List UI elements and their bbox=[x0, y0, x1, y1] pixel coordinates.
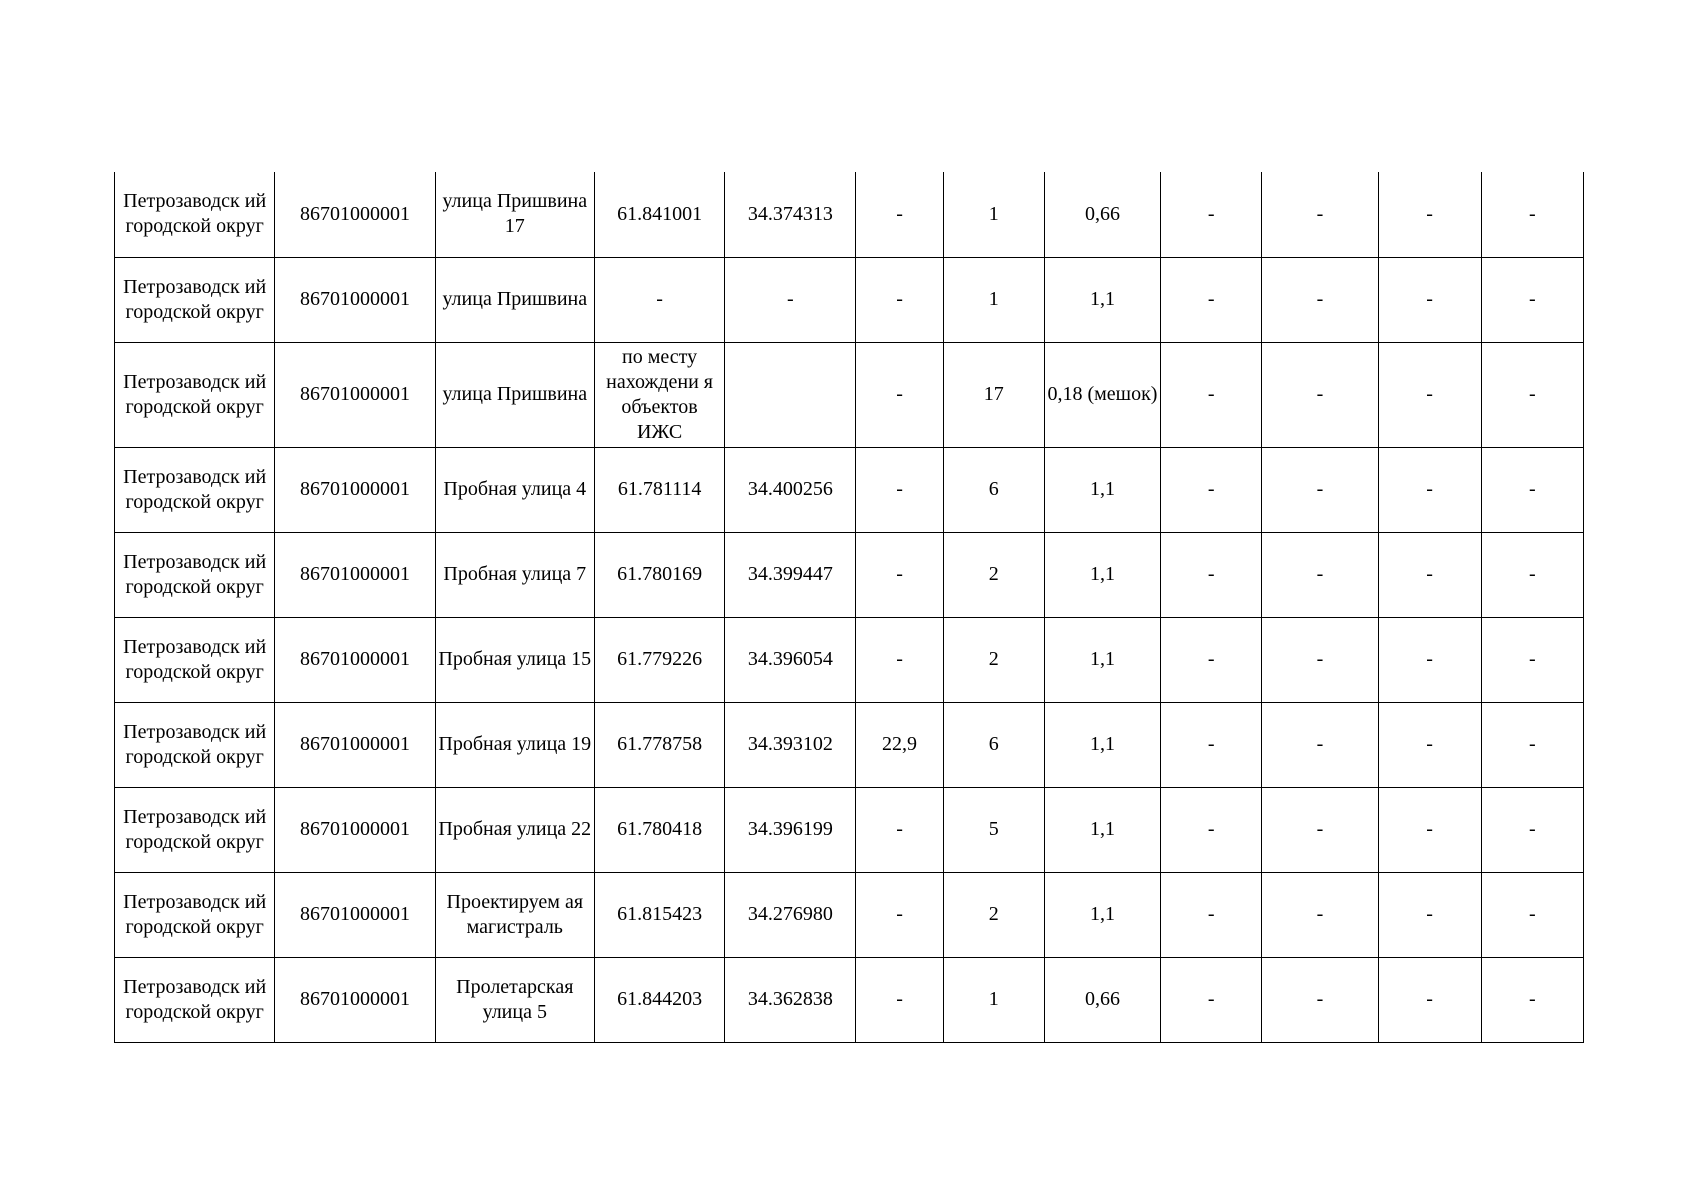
extra-cell-c: - bbox=[1378, 957, 1481, 1042]
oktmo-cell: 86701000001 bbox=[275, 957, 435, 1042]
table-row bbox=[115, 342, 1584, 447]
oktmo-cell: 86701000001 bbox=[275, 872, 435, 957]
container-volume-cell: 1,1 bbox=[1044, 872, 1160, 957]
municipality-cell: Петрозаводск ий городской округ bbox=[115, 787, 275, 872]
extra-cell-a: - bbox=[1161, 532, 1262, 617]
longitude-cell: 34.393102 bbox=[725, 702, 856, 787]
extra-cell-c: - bbox=[1378, 172, 1481, 257]
extra-cell-a: - bbox=[1161, 872, 1262, 957]
extra-cell-a: - bbox=[1161, 342, 1262, 447]
container-volume-cell: 1,1 bbox=[1044, 787, 1160, 872]
table-row bbox=[115, 617, 1584, 702]
extra-cell-a: - bbox=[1161, 617, 1262, 702]
container-volume-cell: 0,66 bbox=[1044, 957, 1160, 1042]
latitude-cell: 61.815423 bbox=[594, 872, 724, 957]
area-cell: - bbox=[856, 342, 943, 447]
container-count-cell: 1 bbox=[943, 957, 1044, 1042]
area-cell: 22,9 bbox=[856, 702, 943, 787]
area-cell: - bbox=[856, 957, 943, 1042]
container-count-cell: 5 bbox=[943, 787, 1044, 872]
oktmo-cell: 86701000001 bbox=[275, 172, 435, 257]
table-row bbox=[115, 957, 1584, 1042]
address-cell: Проектируем ая магистраль bbox=[435, 872, 594, 957]
address-cell: улица Пришвина 17 bbox=[435, 172, 594, 257]
extra-cell-d: - bbox=[1481, 957, 1583, 1042]
area-cell: - bbox=[856, 532, 943, 617]
extra-cell-b: - bbox=[1262, 257, 1378, 342]
address-cell: Пробная улица 22 bbox=[435, 787, 594, 872]
extra-cell-a: - bbox=[1161, 957, 1262, 1042]
extra-cell-a: - bbox=[1161, 702, 1262, 787]
municipality-cell: Петрозаводск ий городской округ bbox=[115, 872, 275, 957]
table-row bbox=[115, 257, 1584, 342]
municipality-cell: Петрозаводск ий городской округ bbox=[115, 532, 275, 617]
municipality-cell: Петрозаводск ий городской округ bbox=[115, 172, 275, 257]
extra-cell-d: - bbox=[1481, 447, 1583, 532]
table-row bbox=[115, 702, 1584, 787]
extra-cell-d: - bbox=[1481, 872, 1583, 957]
area-cell: - bbox=[856, 617, 943, 702]
area-cell: - bbox=[856, 872, 943, 957]
container-count-cell: 1 bbox=[943, 257, 1044, 342]
extra-cell-b: - bbox=[1262, 617, 1378, 702]
address-cell: Пробная улица 15 bbox=[435, 617, 594, 702]
waste-sites-table bbox=[114, 172, 1584, 1043]
extra-cell-d: - bbox=[1481, 702, 1583, 787]
container-volume-cell: 1,1 bbox=[1044, 447, 1160, 532]
table-row bbox=[115, 532, 1584, 617]
container-volume-cell: 0,66 bbox=[1044, 172, 1160, 257]
container-count-cell: 2 bbox=[943, 617, 1044, 702]
latitude-cell: 61.778758 bbox=[594, 702, 724, 787]
longitude-cell bbox=[725, 342, 856, 447]
oktmo-cell: 86701000001 bbox=[275, 532, 435, 617]
address-cell: улица Пришвина bbox=[435, 342, 594, 447]
extra-cell-b: - bbox=[1262, 787, 1378, 872]
container-count-cell: 6 bbox=[943, 702, 1044, 787]
container-volume-cell: 1,1 bbox=[1044, 702, 1160, 787]
oktmo-cell: 86701000001 bbox=[275, 342, 435, 447]
longitude-cell: 34.374313 bbox=[725, 172, 856, 257]
extra-cell-a: - bbox=[1161, 172, 1262, 257]
extra-cell-d: - bbox=[1481, 532, 1583, 617]
location-note-cell: по месту нахождени я объектов ИЖС bbox=[594, 342, 724, 447]
longitude-cell: 34.400256 bbox=[725, 447, 856, 532]
extra-cell-c: - bbox=[1378, 872, 1481, 957]
municipality-cell: Петрозаводск ий городской округ bbox=[115, 617, 275, 702]
extra-cell-c: - bbox=[1378, 702, 1481, 787]
latitude-cell: 61.779226 bbox=[594, 617, 724, 702]
container-count-cell: 1 bbox=[943, 172, 1044, 257]
longitude-cell: 34.399447 bbox=[725, 532, 856, 617]
extra-cell-a: - bbox=[1161, 447, 1262, 532]
address-cell: Пробная улица 19 bbox=[435, 702, 594, 787]
municipality-cell: Петрозаводск ий городской округ bbox=[115, 342, 275, 447]
extra-cell-c: - bbox=[1378, 532, 1481, 617]
extra-cell-d: - bbox=[1481, 787, 1583, 872]
address-cell: Пробная улица 7 bbox=[435, 532, 594, 617]
latitude-cell: 61.844203 bbox=[594, 957, 724, 1042]
extra-cell-c: - bbox=[1378, 617, 1481, 702]
extra-cell-d: - bbox=[1481, 617, 1583, 702]
longitude-cell: 34.396199 bbox=[725, 787, 856, 872]
extra-cell-b: - bbox=[1262, 702, 1378, 787]
address-cell: улица Пришвина bbox=[435, 257, 594, 342]
oktmo-cell: 86701000001 bbox=[275, 447, 435, 532]
extra-cell-b: - bbox=[1262, 957, 1378, 1042]
municipality-cell: Петрозаводск ий городской округ bbox=[115, 957, 275, 1042]
container-volume-cell: 1,1 bbox=[1044, 532, 1160, 617]
container-volume-cell: 1,1 bbox=[1044, 617, 1160, 702]
area-cell: - bbox=[856, 257, 943, 342]
latitude-cell: 61.780418 bbox=[594, 787, 724, 872]
container-count-cell: 17 bbox=[943, 342, 1044, 447]
extra-cell-c: - bbox=[1378, 257, 1481, 342]
address-cell: Пролетарская улица 5 bbox=[435, 957, 594, 1042]
latitude-cell: 61.841001 bbox=[594, 172, 724, 257]
extra-cell-b: - bbox=[1262, 172, 1378, 257]
area-cell: - bbox=[856, 787, 943, 872]
table-row bbox=[115, 787, 1584, 872]
municipality-cell: Петрозаводск ий городской округ bbox=[115, 447, 275, 532]
table-row bbox=[115, 447, 1584, 532]
latitude-cell: - bbox=[594, 257, 724, 342]
extra-cell-c: - bbox=[1378, 447, 1481, 532]
longitude-cell: 34.362838 bbox=[725, 957, 856, 1042]
extra-cell-b: - bbox=[1262, 872, 1378, 957]
latitude-cell: 61.781114 bbox=[594, 447, 724, 532]
extra-cell-d: - bbox=[1481, 257, 1583, 342]
extra-cell-b: - bbox=[1262, 447, 1378, 532]
longitude-cell: - bbox=[725, 257, 856, 342]
container-volume-cell: 0,18 (мешок) bbox=[1044, 342, 1160, 447]
extra-cell-a: - bbox=[1161, 257, 1262, 342]
municipality-cell: Петрозаводск ий городской округ bbox=[115, 257, 275, 342]
container-count-cell: 2 bbox=[943, 532, 1044, 617]
extra-cell-d: - bbox=[1481, 342, 1583, 447]
container-volume-cell: 1,1 bbox=[1044, 257, 1160, 342]
address-cell: Пробная улица 4 bbox=[435, 447, 594, 532]
oktmo-cell: 86701000001 bbox=[275, 787, 435, 872]
container-count-cell: 2 bbox=[943, 872, 1044, 957]
area-cell: - bbox=[856, 447, 943, 532]
extra-cell-a: - bbox=[1161, 787, 1262, 872]
oktmo-cell: 86701000001 bbox=[275, 617, 435, 702]
longitude-cell: 34.396054 bbox=[725, 617, 856, 702]
oktmo-cell: 86701000001 bbox=[275, 257, 435, 342]
area-cell: - bbox=[856, 172, 943, 257]
extra-cell-d: - bbox=[1481, 172, 1583, 257]
extra-cell-c: - bbox=[1378, 787, 1481, 872]
extra-cell-b: - bbox=[1262, 342, 1378, 447]
latitude-cell: 61.780169 bbox=[594, 532, 724, 617]
longitude-cell: 34.276980 bbox=[725, 872, 856, 957]
table-row bbox=[115, 872, 1584, 957]
oktmo-cell: 86701000001 bbox=[275, 702, 435, 787]
extra-cell-b: - bbox=[1262, 532, 1378, 617]
extra-cell-c: - bbox=[1378, 342, 1481, 447]
table-row bbox=[115, 172, 1584, 257]
municipality-cell: Петрозаводск ий городской округ bbox=[115, 702, 275, 787]
container-count-cell: 6 bbox=[943, 447, 1044, 532]
